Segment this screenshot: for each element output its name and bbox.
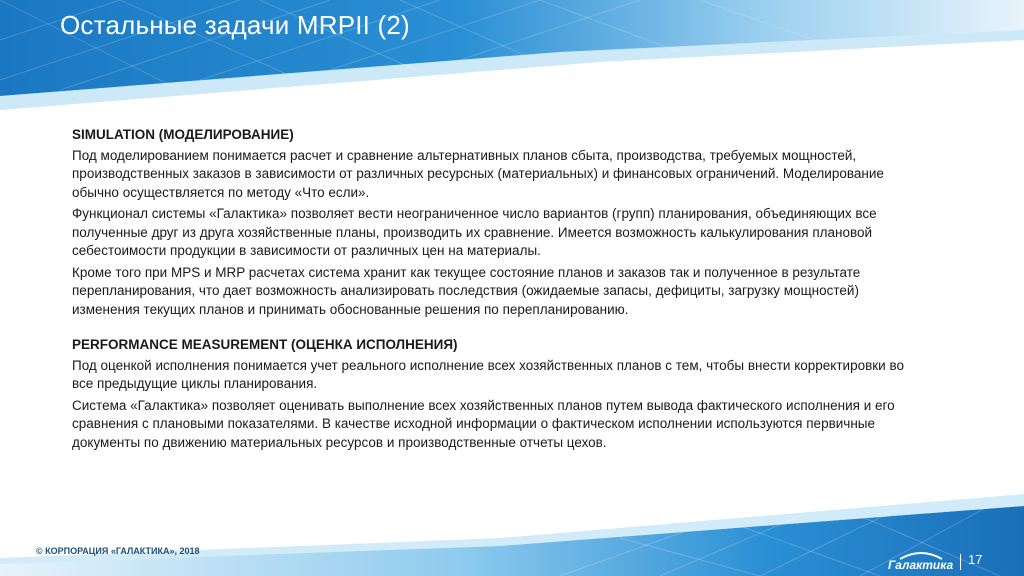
- content-body: [72, 126, 922, 455]
- paragraph: Система «Галактика» позволяет оценивать выполнение всех хозяйственных планов путем вывода фактического исполнения и его сравнения с плановыми показателями. В качестве исходной информации о фактическом исполнении используются первичные документы по движению материальных ресурсов и производственные отчеты цехов.: [72, 397, 895, 450]
- section-simulation: [72, 126, 922, 319]
- page-separator: [960, 554, 961, 570]
- section-performance-measurement: [72, 336, 922, 452]
- copyright-text: © КОРПОРАЦИЯ «ГАЛАКТИКА», 2018: [36, 546, 200, 556]
- section-heading: SIMULATION (МОДЕЛИРОВАНИЕ): [72, 127, 294, 142]
- slide-title: Остальные задачи MRPII (2): [60, 10, 410, 40]
- paragraph: Под моделированием понимается расчет и сравнение альтернативных планов сбыта, производства, требуемых мощностей, производственных заказов в зависимости от различных ресурсных (материальных) и финансовых ограничений. Моделирование обычно осуществляется по методу «Что если».: [72, 147, 884, 200]
- section-heading: PERFORMANCE MEASUREMENT (ОЦЕНКА ИСПОЛНЕНИЯ): [72, 337, 458, 352]
- galaktika-logo: [888, 550, 958, 572]
- footer-band: [0, 486, 1024, 576]
- page-number: 17: [968, 552, 983, 567]
- logo-text: Галактика: [888, 558, 954, 572]
- paragraph: Кроме того при MPS и MRP расчетах система хранит как текущее состояние планов и заказов так и полученное в результате перепланирования, что дает возможность анализировать последствия (ожидаемые запасы, дефициты, загрузку мощностей) изменения текущих планов и принимать обоснованные решения по перепланированию.: [72, 264, 861, 317]
- paragraph: Функционал системы «Галактика» позволяет вести неограниченное число вариантов (групп) планирования, объединяющих все полученные друг из друга хозяйственные планы, производить их сравнение. Имеется возможность калькулирования плановой себестоимости продукции в зависимости от различных цен на материалы.: [72, 206, 877, 258]
- paragraph: Под оценкой исполнения понимается учет реального исполнение всех хозяйственных планов с тем, чтобы внести корректировки во все предыдущие циклы планирования.: [72, 357, 905, 391]
